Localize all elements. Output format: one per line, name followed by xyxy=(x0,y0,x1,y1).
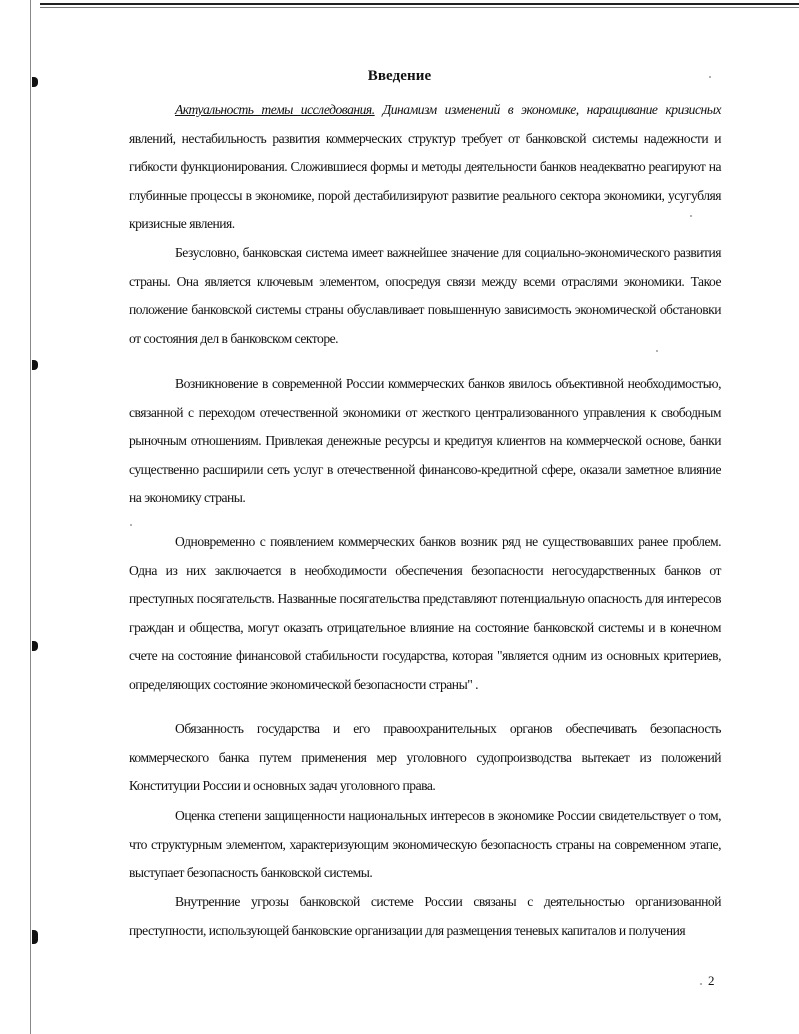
scan-left-edge xyxy=(30,0,31,1034)
paragraph-commercial-banks: Возникновение в современной России коммерческих банков явилось объективной необходимостью, связанной с переходом отечественной экономики от жесткого централизованного управления к свободным рыночным отношениям. Привлекая денежные ресурсы и кредитуя клиентов на коммерческой основе, банки существенно расширили сеть услуг в отечественной финансово-кредитной сфере, оказали заметное влияние на экономику страны. xyxy=(129,376,721,506)
binding-hole-mark xyxy=(32,360,38,370)
paragraph-state-duty: Обязанность государства и его правоохранительных органов обеспечивать безопасность коммерческого банка путем применения мер уголовного судопроизводства вытекает из положений Конституции России и основных задач уголовного права. xyxy=(129,721,721,794)
paragraph-banking-system: Безусловно, банковская система имеет важнейшее значение для социально-экономического развития страны. Она является ключевым элементом, опосредуя связи между всеми отраслями экономики. Такое положение банковской системы страны обуславливает повышенную зависимость экономической обстановки от состояния дел в банковском секторе. xyxy=(129,245,721,346)
scan-top-border-shadow xyxy=(40,7,799,8)
paragraph-new-problems: Одновременно с появлением коммерческих банков возник ряд не существовавших ранее проблем. Одна из них заключается в необходимости обеспечения безопасности негосударственных банков от преступных посягательств. Названные посягательства представляют потенциальную опасность для интересов граждан и общества, могут оказать отрицательное влияние на состояние банковской системы и в конечном счете на состояние финансовой стабильности государства, которая "является одним из основных критериев, определяющих состояние экономической безопасности страны" . xyxy=(129,534,721,692)
paragraph-relevance xyxy=(129,96,721,239)
relevance-lead: Динамизм изменений в экономике, наращивание кризисных xyxy=(382,102,721,117)
scan-speck xyxy=(130,524,132,526)
scan-speck xyxy=(700,983,702,985)
page-number: 2 xyxy=(708,973,715,988)
binding-hole-mark xyxy=(32,641,38,651)
paragraph-internal-threats: Внутренние угрозы банковской системе России связаны с деятельностью организованной преступности, использующей банковские организации для размещения теневых капиталов и получения xyxy=(129,894,721,938)
relevance-text: явлений, нестабильность развития коммерческих структур требует от банковской системы надежности и гибкости функционирования. Сложившиеся формы и методы деятельности банков неадекватно реагируют на глубинные процессы в экономике, порой дестабилизируют развитие реального сектора экономики, усугубляя кризисные явления. xyxy=(129,130,721,232)
scan-top-border xyxy=(40,3,799,5)
paragraph-national-interests: Оценка степени защищенности национальных интересов в экономике России свидетельствует о том, что структурным элементом, характеризующим экономическую безопасность страны на современном этапе, выступает безопасность банковской системы. xyxy=(129,808,721,881)
relevance-heading: Актуальность темы исследования. xyxy=(175,102,375,117)
page-title: Введение xyxy=(367,68,432,84)
binding-hole-mark xyxy=(32,930,38,944)
